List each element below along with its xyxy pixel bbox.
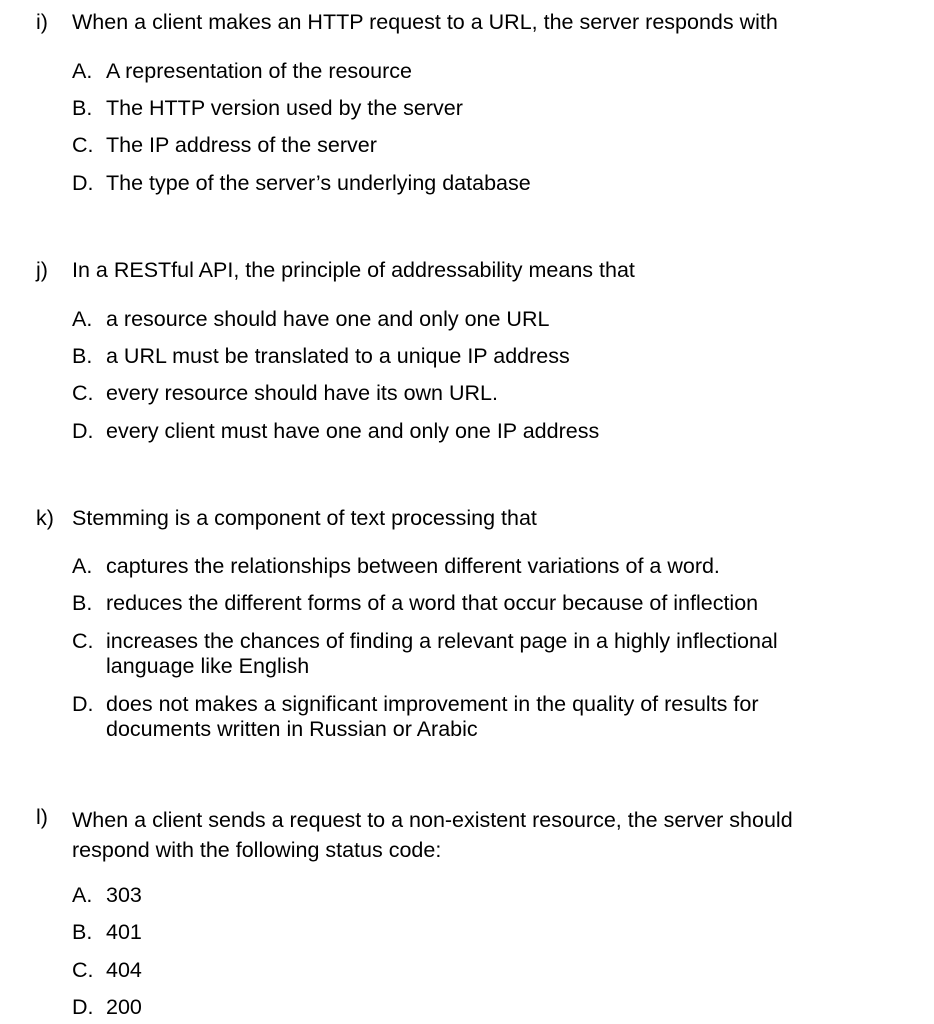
option-text: increases the chances of finding a relevant page in a highly inflectional language like English [106, 629, 778, 678]
option-letter: D. [72, 692, 94, 716]
option-text: every resource should have its own URL. [106, 381, 498, 405]
question-label: j) [36, 258, 48, 282]
option-text: A representation of the resource [106, 59, 412, 83]
question-text: In a RESTful API, the principle of addressability means that [72, 258, 635, 282]
option-text: does not makes a significant improvement in the quality of results for documents written in Russian or Arabic [106, 692, 759, 741]
option-text: captures the relationships between different variations of a word. [106, 554, 720, 578]
option-letter: A. [72, 59, 93, 83]
option-letter: C. [72, 133, 94, 157]
option-letter: B. [72, 344, 93, 368]
question-text: Stemming is a component of text processing that [72, 506, 537, 530]
option-text: a URL must be translated to a unique IP address [106, 344, 570, 368]
option-letter: D. [72, 419, 94, 443]
option-text: The IP address of the server [106, 133, 377, 157]
option-letter: A. [72, 307, 93, 331]
option-text: The HTTP version used by the server [106, 96, 463, 120]
option-text: 200 [106, 995, 142, 1019]
option-letter: A. [72, 883, 93, 907]
question-text: When a client makes an HTTP request to a URL, the server responds with [72, 10, 778, 34]
question-label: k) [36, 506, 54, 530]
option-letter: A. [72, 554, 93, 578]
option-letter: C. [72, 381, 94, 405]
option-text: The type of the server’s underlying database [106, 171, 531, 195]
option-letter: B. [72, 920, 93, 944]
option-text: 401 [106, 920, 142, 944]
option-text: 303 [106, 883, 142, 907]
option-text: a resource should have one and only one URL [106, 307, 550, 331]
question-label: l) [36, 805, 48, 829]
option-text: 404 [106, 958, 142, 982]
option-text: reduces the different forms of a word that occur because of inflection [106, 591, 759, 615]
question-text: When a client sends a request to a non-existent resource, the server should respond with the following status code: [72, 808, 793, 862]
option-letter: B. [72, 591, 93, 615]
option-text: every client must have one and only one IP address [106, 419, 600, 443]
option-letter: C. [72, 629, 94, 653]
option-letter: C. [72, 958, 94, 982]
question-label: i) [36, 10, 48, 34]
option-letter: D. [72, 171, 94, 195]
option-letter: B. [72, 96, 93, 120]
option-letter: D. [72, 995, 94, 1019]
